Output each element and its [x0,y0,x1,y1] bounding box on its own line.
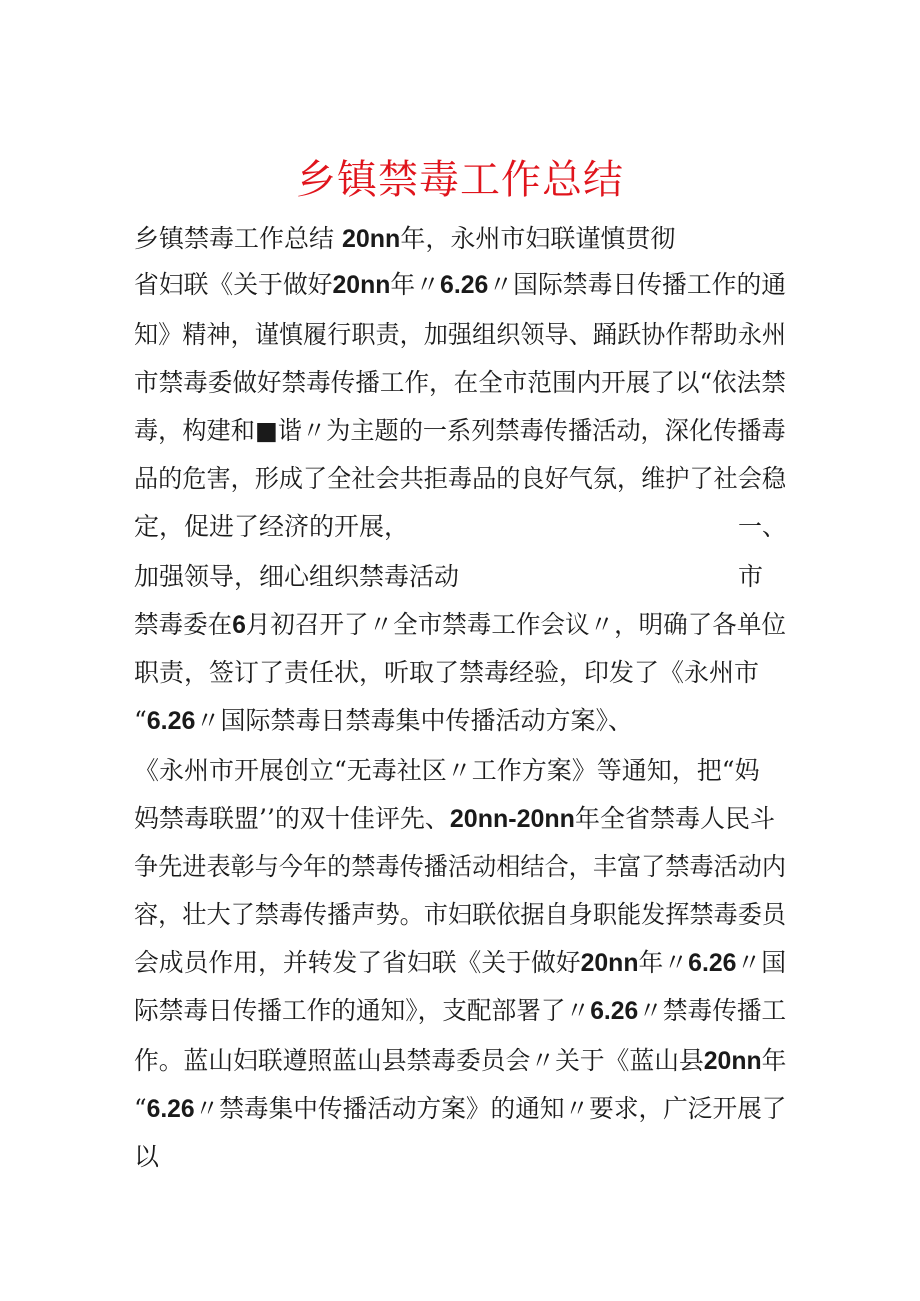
text-line: 省妇联《关于做好20nn年〃6.26〃国际禁毒日传播工作的通 [134,270,787,299]
text-line: “6.26〃禁毒集中传播活动方案》的通知〃要求，广泛开展了 [134,1094,787,1123]
text-line: 《永州市开展创立“无毒社区〃工作方案》等通知，把“妈 [134,756,760,785]
text-line: 争先进表彰与今年的禁毒传播活动相结合，丰富了禁毒活动内 [134,852,787,881]
text-line: 市 [738,562,764,591]
text-line: 定，促进了经济的开展， [134,512,410,541]
text-line: 会成员作用，并转发了省妇联《关于做好20nn年〃6.26〃国 [134,948,787,977]
section-heading: 加强领导，细心组织禁毒活动 [134,562,460,591]
text-line: 毒，构建和■谐〃为主题的一系列禁毒传播活动，深化传播毒 [134,416,786,445]
text-line: “6.26〃国际禁毒日禁毒集中传播活动方案》、 [134,706,633,735]
text-line: 际禁毒日传播工作的通知》，支配部署了〃6.26〃禁毒传播工 [134,996,787,1025]
text-line: 容，壮大了禁毒传播声势。市妇联依据自身职能发挥禁毒委员 [134,900,787,929]
text-line: 以 [134,1142,160,1171]
text-line: 乡镇禁毒工作总结 20nn年，永州市妇联谨慎贯彻 [134,224,676,253]
text-line: 职责，签订了责任状，听取了禁毒经验，印发了《永州市 [134,658,760,687]
text-line: 知》精神，谨慎履行职责，加强组织领导、踊跃协作帮助永州 [134,320,787,349]
text-line: 作。蓝山妇联遵照蓝山县禁毒委员会〃关于《蓝山县20nn年 [134,1046,787,1075]
text-line: 市禁毒委做好禁毒传播工作，在全市范围内开展了以“依法禁 [134,368,786,397]
document-title: 乡镇禁毒工作总结 [296,157,624,203]
text-line: 妈禁毒联盟’’的双十佳评先、20nn-20nn年全省禁毒人民斗 [134,804,775,833]
text-line: 禁毒委在6月初召开了〃全市禁毒工作会议〃，明确了各单位 [134,610,786,639]
text-line: 品的危害，形成了全社会共拒毒品的良好气氛，维护了社会稳 [134,464,787,493]
section-number: 一、 [738,512,787,541]
